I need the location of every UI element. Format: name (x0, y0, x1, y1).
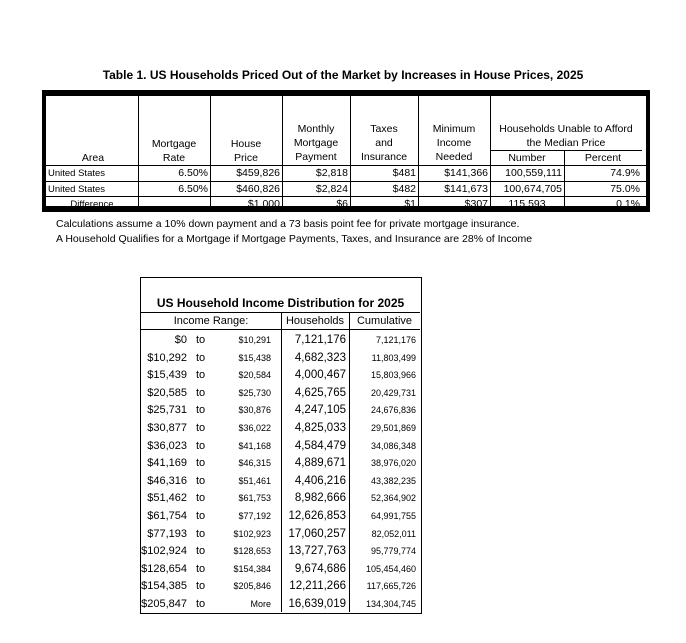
header-income: Minimum Income Needed (432, 123, 476, 163)
households-value: 12,626,853 (288, 510, 346, 522)
row-income: $141,366 (444, 167, 488, 179)
row-percent: 75.0% (610, 183, 640, 195)
income-row (141, 349, 421, 367)
cumulative-value: 24,676,836 (370, 405, 416, 416)
income-row (141, 331, 421, 349)
range-to: to (196, 562, 206, 575)
table2-frame (140, 277, 422, 614)
income-from: $46,316 (147, 474, 187, 487)
income-upto: $41,168 (238, 440, 271, 451)
households-value: 4,584,479 (294, 439, 346, 452)
range-to: to (196, 510, 206, 522)
cumulative-value: 38,976,020 (370, 458, 416, 469)
header-households: Households (285, 315, 345, 327)
income-row (141, 419, 421, 437)
cumulative-value: 105,454,460 (365, 563, 416, 574)
row-area: United States (48, 184, 106, 195)
income-from: $205,847 (141, 598, 187, 610)
households-value: 4,406,216 (294, 474, 346, 487)
income-from: $10,292 (147, 351, 187, 364)
income-from: $154,385 (141, 580, 187, 593)
header-payment: Monthly Mortgage Payment (293, 123, 339, 163)
income-from: $128,654 (141, 562, 187, 575)
households-value: 4,247,105 (294, 404, 346, 417)
households-value: 17,060,257 (288, 527, 346, 540)
cumulative-value: 15,803,966 (370, 370, 416, 381)
header-unable: Households Unable to Afford the Median Price (499, 123, 633, 149)
income-upto: $20,584 (238, 370, 271, 381)
row-number: 100,559,111 (505, 167, 562, 179)
row-income: $141,673 (444, 183, 488, 195)
header-income-range: Income Range: (173, 315, 249, 327)
row-price: $460,826 (236, 183, 280, 195)
range-to: to (196, 351, 206, 364)
cumulative-value: 43,382,235 (370, 475, 416, 486)
table2-title: US Household Income Distribution for 2025 (156, 296, 405, 310)
income-row (141, 560, 421, 578)
income-upto: $102,923 (233, 528, 271, 539)
header-taxes: Taxes and Insurance (360, 123, 408, 163)
income-row (141, 577, 421, 595)
income-upto: $51,461 (238, 475, 271, 486)
income-from: $61,754 (147, 510, 187, 522)
income-upto: $46,315 (238, 458, 271, 469)
row-payment: $2,824 (315, 183, 348, 195)
row-payment: $6 (336, 198, 348, 210)
income-upto: $154,384 (233, 563, 271, 574)
income-row (141, 401, 421, 419)
range-to: to (196, 334, 206, 346)
income-from: $20,585 (147, 386, 187, 399)
header-price: House Price (230, 138, 262, 164)
cumulative-value: 117,665,726 (366, 581, 416, 592)
cumulative-value: 82,052,011 (371, 528, 416, 539)
cumulative-value: 20,429,731 (370, 387, 416, 398)
income-row (141, 384, 421, 402)
cumulative-value: 134,304,745 (365, 599, 416, 609)
range-to: to (196, 474, 206, 487)
row-taxes: $482 (392, 183, 416, 195)
table1-title: Table 1. US Households Priced Out of the Market by Increases in House Prices, 2025 (102, 68, 584, 82)
income-from: $51,462 (147, 492, 187, 505)
income-upto: $30,876 (238, 405, 271, 416)
note-qualification: A Household Qualifies for a Mortgage if Mortgage Payments, Taxes, and Insurance are 28% of Income (56, 233, 533, 245)
income-from: $41,169 (147, 457, 187, 470)
income-from: $102,924 (141, 545, 187, 558)
range-to: to (196, 422, 206, 434)
cumulative-value: 52,364,902 (370, 493, 416, 504)
households-value: 8,982,666 (294, 492, 346, 505)
row-income: $307 (464, 198, 488, 210)
row-percent: 74.9% (610, 167, 640, 179)
income-from: $25,731 (147, 404, 187, 417)
range-to: to (196, 404, 206, 417)
income-upto: $77,192 (238, 511, 271, 521)
households-value: 13,727,763 (288, 545, 346, 558)
income-upto: $25,730 (238, 387, 271, 398)
income-row (141, 489, 421, 507)
header-percent: Percent (584, 152, 622, 164)
income-row (141, 525, 421, 543)
row-price: $1,000 (247, 198, 280, 210)
table1-frame (42, 90, 650, 212)
households-value: 9,674,686 (294, 562, 346, 575)
range-to: to (196, 598, 206, 610)
subheader-divider (490, 150, 642, 151)
income-upto: $128,653 (233, 546, 271, 557)
range-to: to (196, 527, 206, 540)
income-from: $36,023 (147, 439, 187, 452)
households-value: 4,000,467 (294, 369, 346, 382)
households-value: 4,825,033 (294, 422, 346, 434)
cumulative-value: 64,991,755 (370, 511, 416, 521)
header-number: Number (508, 152, 546, 164)
note-down-payment: Calculations assume a 10% down payment and a 73 basis point fee for private mortgage insurance. (56, 218, 520, 230)
row-number: 115,593 (508, 198, 546, 210)
row-number: 100,674,705 (503, 183, 562, 195)
income-from: $15,439 (147, 369, 187, 382)
header-cumulative: Cumulative (356, 315, 413, 327)
range-to: to (196, 369, 206, 382)
households-value: 7,121,176 (294, 334, 346, 346)
range-to: to (196, 439, 206, 452)
income-from: $30,877 (147, 422, 187, 434)
households-value: 4,682,323 (294, 351, 346, 364)
row-taxes: $481 (392, 167, 416, 179)
income-from: $77,193 (147, 527, 187, 540)
income-row (141, 595, 421, 613)
income-row (141, 437, 421, 455)
households-value: 12,211,266 (289, 580, 346, 593)
range-to: to (196, 492, 206, 505)
row-taxes: $1 (404, 198, 416, 210)
row-area: United States (48, 168, 106, 179)
cumulative-value: 95,779,774 (370, 546, 416, 557)
range-to: to (196, 386, 206, 399)
row-rate: 6.50% (178, 183, 208, 195)
row-price: $459,826 (236, 167, 280, 179)
income-row (141, 507, 421, 525)
income-row (141, 454, 421, 472)
income-upto: $205,846 (233, 581, 271, 592)
income-upto: $61,753 (238, 493, 271, 504)
range-to: to (196, 457, 206, 470)
income-from: $0 (174, 334, 187, 346)
income-row (141, 542, 421, 560)
cumulative-value: 29,501,869 (370, 423, 416, 433)
range-to: to (196, 580, 206, 593)
header-rate: Mortgage Rate (151, 138, 197, 164)
header-area: Area (81, 152, 105, 164)
households-value: 4,625,765 (294, 386, 346, 399)
income-row (141, 472, 421, 490)
income-upto: $36,022 (238, 423, 271, 433)
income-upto: $15,438 (238, 352, 271, 363)
households-value: 4,889,671 (294, 457, 346, 470)
income-upto: More (250, 599, 271, 609)
row-area: Difference (70, 199, 114, 210)
cumulative-value: 7,121,176 (375, 335, 416, 345)
row-payment: $2,818 (315, 167, 348, 179)
row-percent: 0.1% (616, 198, 640, 210)
cumulative-value: 11,803,499 (371, 352, 416, 363)
range-to: to (196, 545, 206, 558)
cumulative-value: 34,086,348 (370, 440, 416, 451)
income-upto: $10,291 (238, 335, 271, 345)
households-value: 16,639,019 (288, 598, 346, 610)
income-row (141, 366, 421, 384)
row-rate: 6.50% (178, 167, 208, 179)
